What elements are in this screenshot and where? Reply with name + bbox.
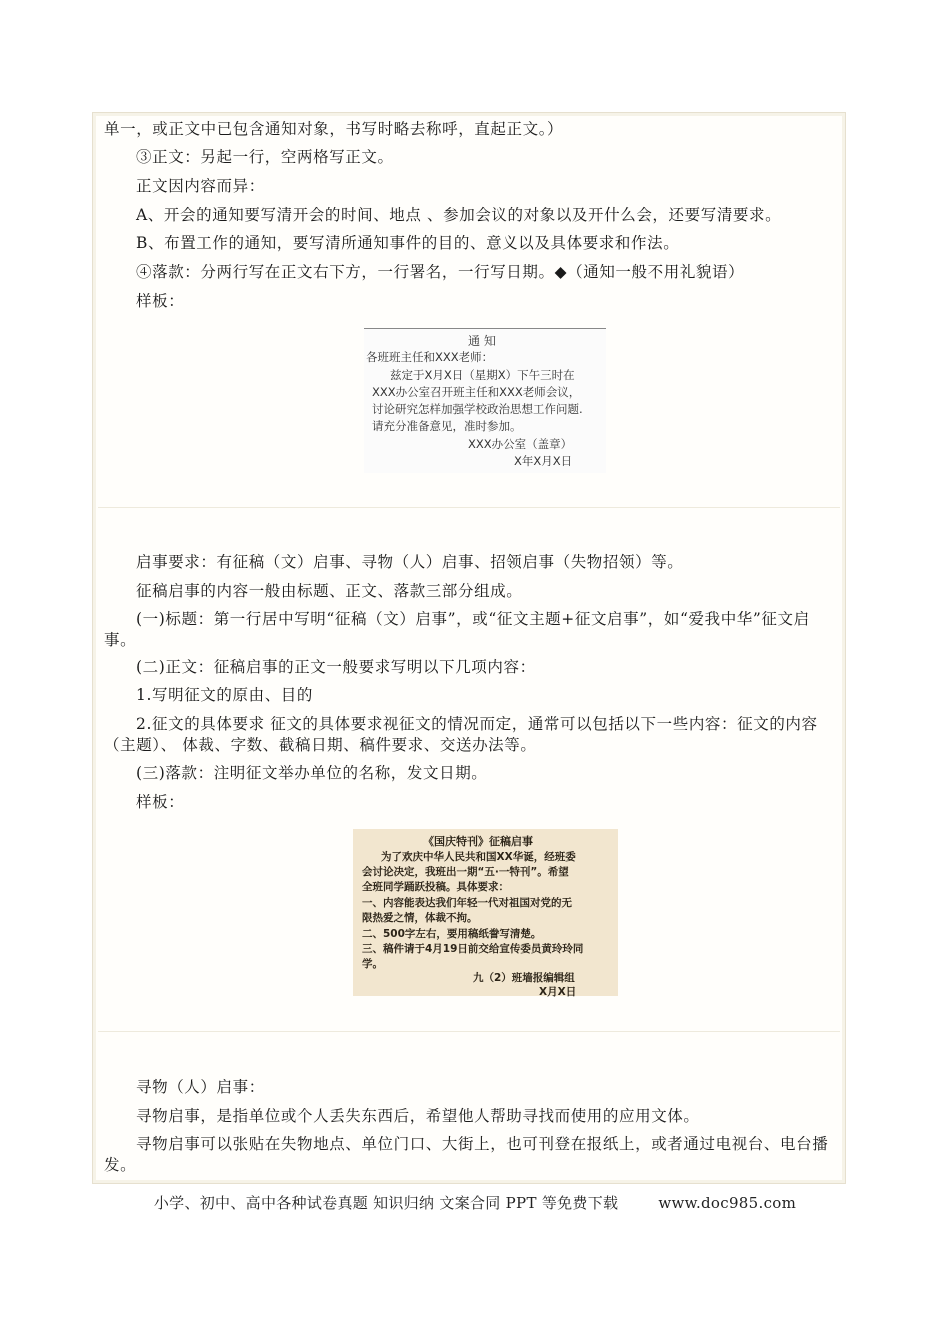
text-line: A、开会的通知要写清开会的时间、地点 、参加会议的对象以及开什么会，还要写清要求。 <box>136 206 782 224</box>
notice-signature: XXX办公室（盖章） <box>468 437 573 451</box>
text-line: 寻物启事，是指单位或个人丢失东西后，希望他人帮助寻找而使用的应用文体。 <box>136 1107 700 1125</box>
notice-body: 请充分准备意见，准时参加。 <box>372 419 522 433</box>
notice-body: 兹定于X月X日（星期X）下午三时在 <box>390 368 575 382</box>
text-line: (二)正文：征稿启事的正文一般要求写明以下几项内容： <box>136 658 536 676</box>
solicitation-body: 全班同学踊跃投稿。具体要求： <box>362 881 509 893</box>
text-line: ③正文：另起一行，空两格写正文。 <box>136 148 394 166</box>
solicitation-sample-image <box>353 829 618 996</box>
text-paragraph: (一)标题：第一行居中写明“征稿（文）启事”，或“征文主题+征文启事”，如“爱我中华”征文启事。 <box>104 610 810 649</box>
solicitation-body: 学。 <box>362 958 383 970</box>
text-line: 正文因内容而异： <box>136 177 265 195</box>
notice-salutation: 各班班主任和XXX老师： <box>366 350 494 364</box>
text-line: 1.写明征文的原由、目的 <box>136 686 313 704</box>
text-line: (三)落款：注明征文举办单位的名称，发文日期。 <box>136 764 488 782</box>
text-line: 单一，或正文中已包含通知对象，书写时略去称呼，直起正文。） <box>104 120 564 138</box>
solicitation-body: 三、稿件请于4月19日前交给宣传委员黄玲玲同 <box>362 943 584 955</box>
footer-url[interactable]: www.doc985.com <box>658 1194 797 1212</box>
text-line: 寻物（人）启事： <box>136 1078 265 1096</box>
footer-text: 小学、初中、高中各种试卷真题 知识归纳 文案合同 PPT 等免费下载 <box>153 1194 619 1212</box>
solicitation-signature: 九（2）班墙报编辑组 <box>473 972 575 984</box>
text-paragraph: 2.征文的具体要求 征文的具体要求视征文的情况而定，通常可以包括以下一些内容：征文的内容（主题）、 体裁、字数、截稿日期、稿件要求、交送办法等。 <box>104 715 818 754</box>
solicitation-body: 二、500字左右，要用稿纸誊写清楚。 <box>362 928 542 940</box>
page-footer <box>0 1192 950 1213</box>
notice-title: 通 知 <box>468 334 496 348</box>
text-line: B、布置工作的通知，要写清所通知事件的目的、意义以及具体要求和作法。 <box>136 234 680 252</box>
sample-label: 样板： <box>136 793 185 811</box>
text-line: 启事要求：有征稿（文）启事、寻物（人）启事、招领启事（失物招领）等。 <box>136 553 684 571</box>
solicitation-body: 会讨论决定，我班出一期“五·一特刊”。希望 <box>362 866 569 878</box>
divider <box>98 507 840 508</box>
notice-sample-image <box>364 328 606 473</box>
text-paragraph: 寻物启事可以张贴在失物地点、单位门口、大街上，也可刊登在报纸上，或者通过电视台、电台播发。 <box>104 1135 829 1174</box>
solicitation-body: 限热爱之情，体裁不拘。 <box>362 912 478 924</box>
divider <box>98 1031 840 1032</box>
solicitation-body: 一、内容能表达我们年轻一代对祖国对党的无 <box>362 897 572 909</box>
solicitation-title: 《国庆特刊》征稿启事 <box>423 835 533 848</box>
notice-date: X年X月X日 <box>514 454 573 468</box>
notice-body: XXX办公室召开班主任和XXX老师会议， <box>372 385 581 399</box>
solicitation-date: X月X日 <box>539 986 577 998</box>
solicitation-body: 为了欢庆中华人民共和国XX华诞，经班委 <box>381 851 576 863</box>
text-line: 征稿启事的内容一般由标题、正文、落款三部分组成。 <box>136 582 523 600</box>
text-line: ④落款：分两行写在正文右下方，一行署名，一行写日期。◆（通知一般不用礼貌语） <box>136 263 745 281</box>
sample-label: 样板： <box>136 292 185 310</box>
notice-body: 讨论研究怎样加强学校政治思想工作问题. <box>372 402 583 416</box>
